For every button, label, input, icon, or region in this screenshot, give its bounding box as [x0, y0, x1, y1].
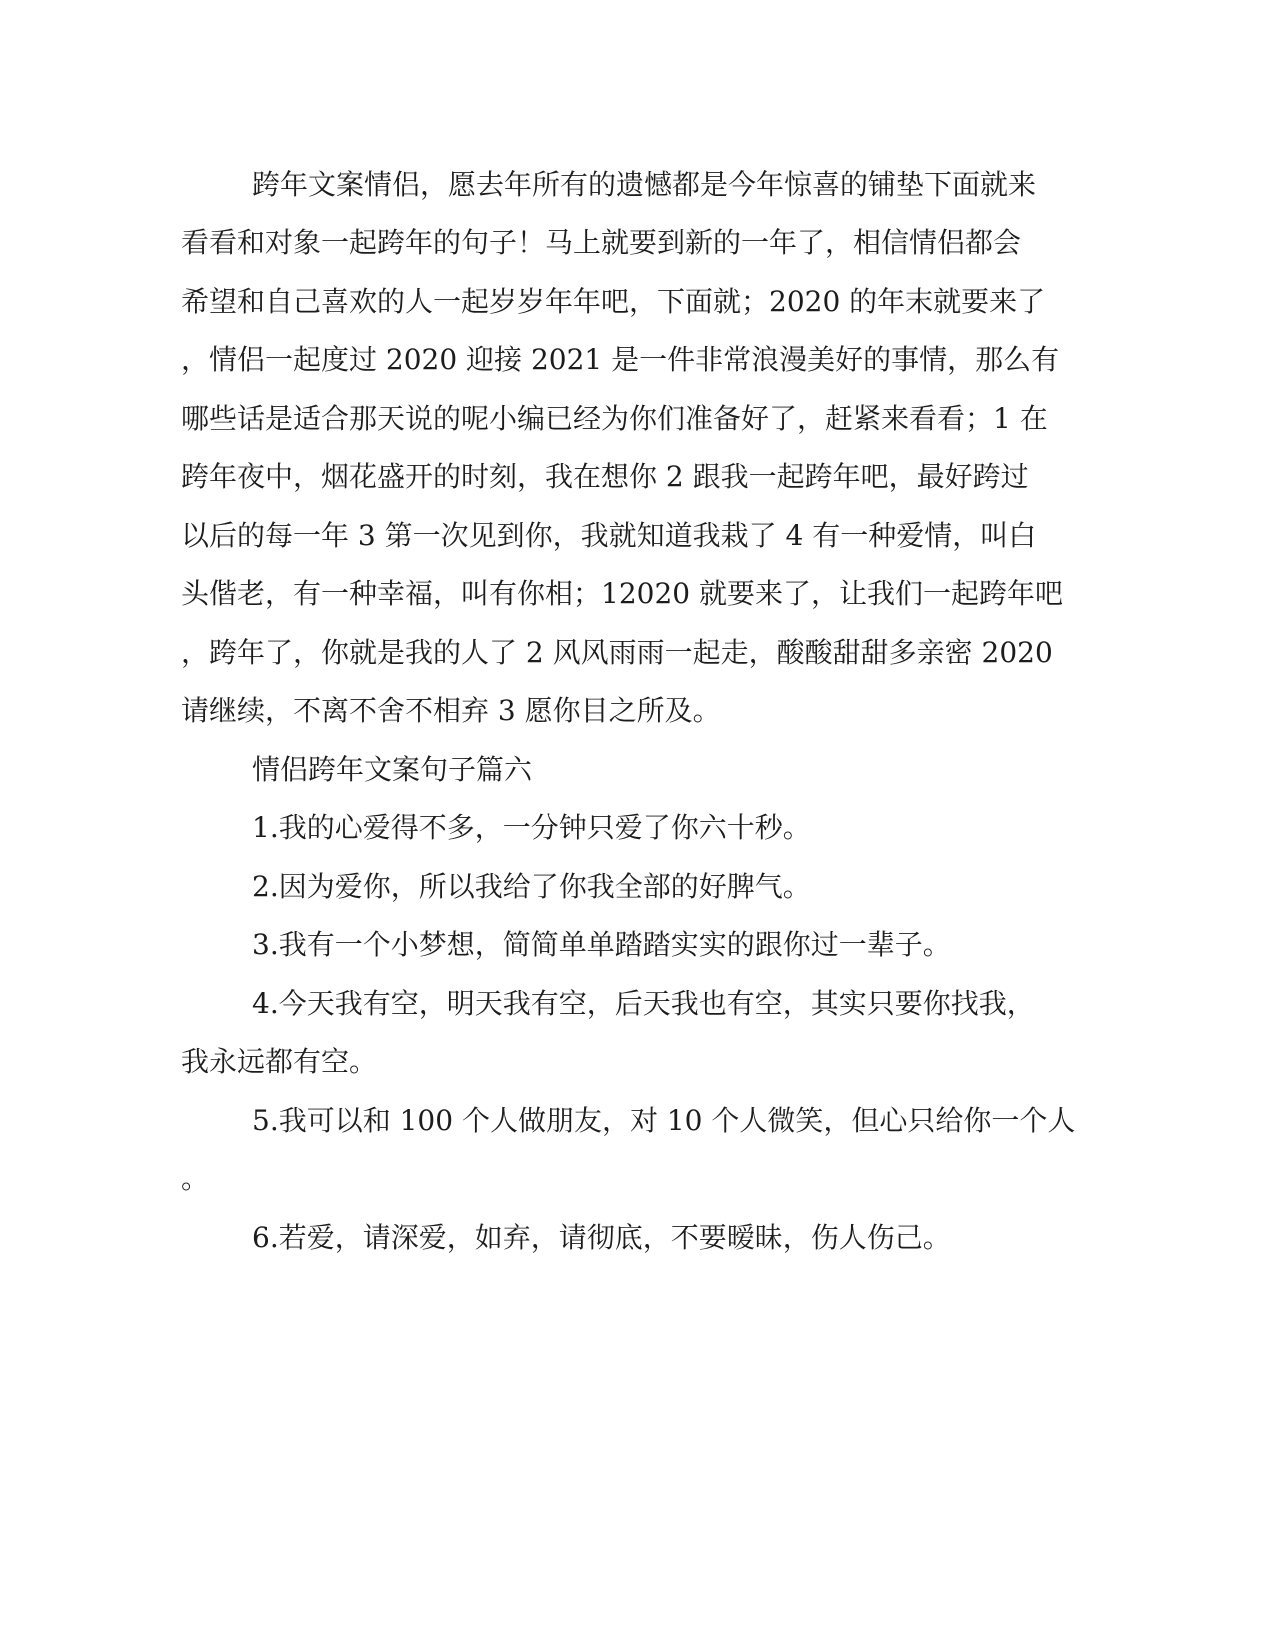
- intro-line-1: 跨年文案情侣，愿去年所有的遗憾都是今年惊喜的铺垫下面就来: [252, 168, 1037, 201]
- intro-line-6: 跨年夜中，烟花盛开的时刻，我在想你 2 跟我一起跨年吧，最好跨过: [181, 460, 1029, 493]
- list-item-5-line-1: 5.我可以和 100 个人做朋友，对 10 个人微笑，但心只给你一个人: [252, 1104, 1076, 1137]
- intro-line-8: 头偕老，有一种幸福，叫有你相；12020 就要来了，让我们一起跨年吧: [181, 577, 1063, 610]
- intro-line-10: 请继续，不离不舍不相弃 3 愿你目之所及。: [181, 694, 721, 727]
- intro-line-5: 哪些话是适合那天说的呢小编已经为你们准备好了，赶紧来看看；1 在: [181, 402, 1048, 435]
- list-item-3: 3.我有一个小梦想，简简单单踏踏实实的跟你过一辈子。: [252, 928, 951, 961]
- intro-line-3: 希望和自己喜欢的人一起岁岁年年吧，下面就；2020 的年末就要来了: [181, 285, 1046, 318]
- intro-line-7: 以后的每一年 3 第一次见到你，我就知道我栽了 4 有一种爱情，叫白: [181, 519, 1037, 552]
- list-item-6: 6.若爱，请深爱，如弃，请彻底，不要暧昧，伤人伤己。: [252, 1221, 951, 1254]
- list-item-4-line-1: 4.今天我有空，明天我有空，后天我也有空，其实只要你找我，: [252, 987, 1035, 1020]
- section-heading: 情侣跨年文案句子篇六: [252, 753, 533, 786]
- list-item-4-line-2: 我永远都有空。: [181, 1045, 378, 1078]
- list-item-1: 1.我的心爱得不多，一分钟只爱了你六十秒。: [252, 811, 811, 844]
- list-item-5-line-2: 。: [181, 1162, 210, 1195]
- intro-line-4: ，情侣一起度过 2020 迎接 2021 是一件非常浪漫美好的事情，那么有: [181, 343, 1060, 376]
- intro-line-9: ，跨年了，你就是我的人了 2 风风雨雨一起走，酸酸甜甜多亲密 2020: [181, 636, 1053, 669]
- list-item-2: 2.因为爱你，所以我给了你我全部的好脾气。: [252, 870, 811, 903]
- intro-line-2: 看看和对象一起跨年的句子！马上就要到新的一年了，相信情侣都会: [181, 226, 1022, 259]
